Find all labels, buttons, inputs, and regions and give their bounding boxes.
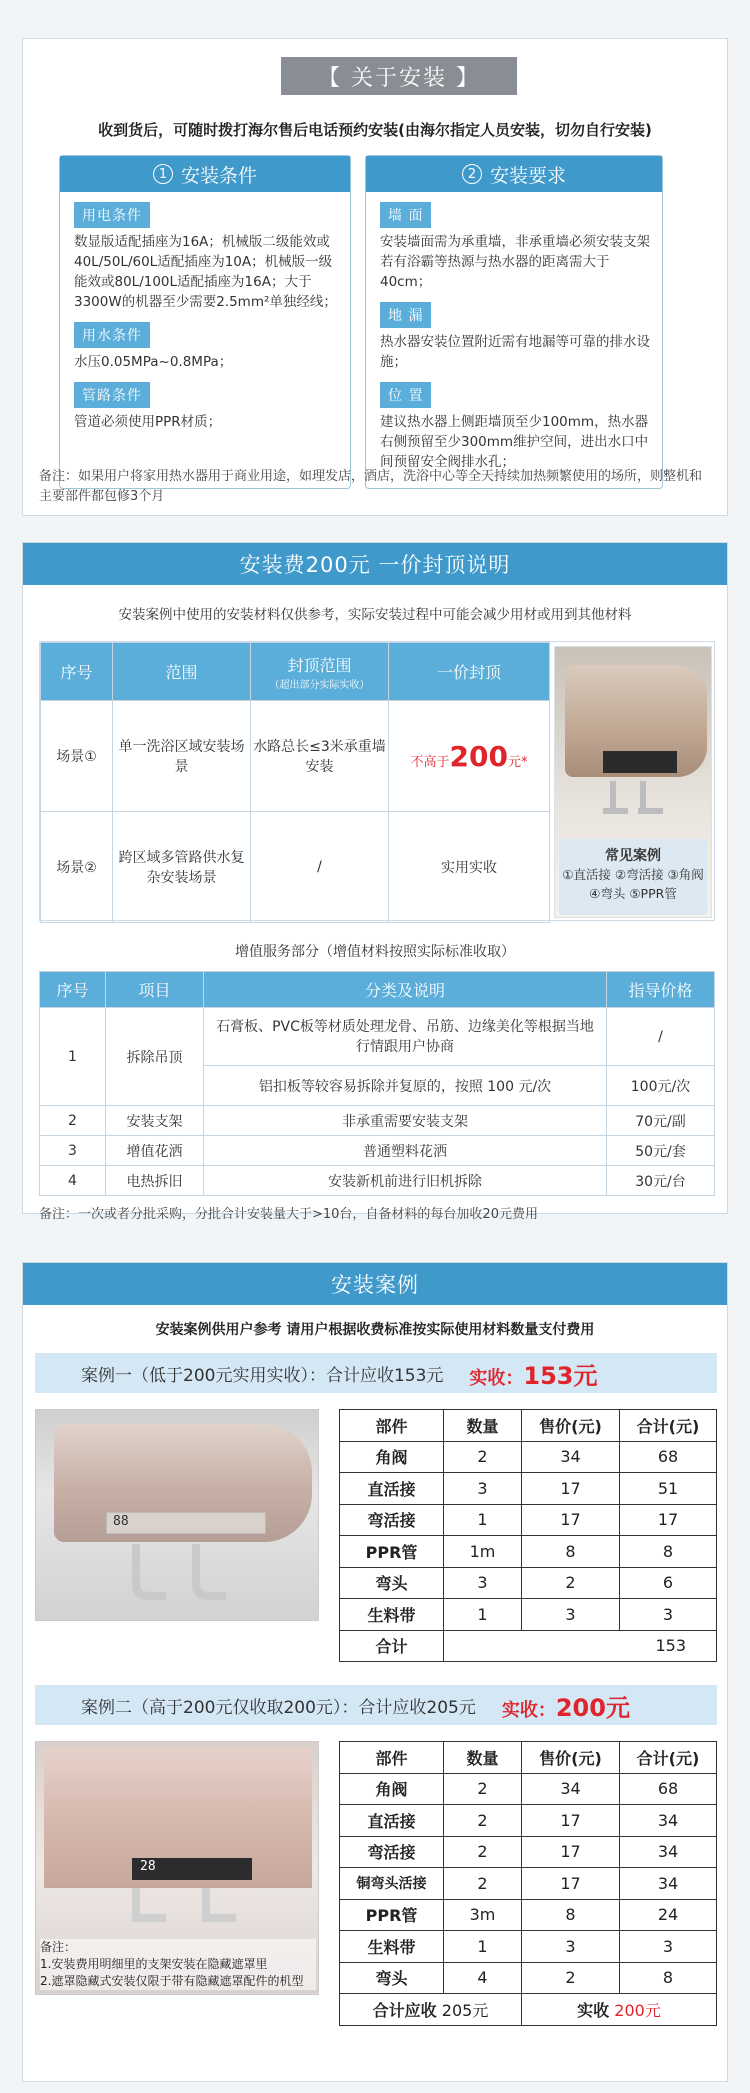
table-row: [340, 1504, 717, 1536]
case1-parts-table: [339, 1409, 717, 1662]
cell: 3: [620, 1599, 717, 1631]
table-row: [340, 1931, 717, 1963]
card-header: [366, 156, 662, 192]
col-header: 数量: [444, 1742, 522, 1774]
cell: 34: [522, 1441, 620, 1473]
scene-cap: 水路总长≤3米承重墙安装: [251, 701, 389, 812]
vas-no: 4: [40, 1166, 106, 1196]
case2-note: [40, 1939, 316, 1990]
cell: 3: [444, 1567, 522, 1599]
cell: 直活接: [340, 1473, 444, 1505]
table-row: [340, 1899, 717, 1931]
vas-header: 分类及说明: [204, 972, 607, 1008]
cell: 68: [620, 1441, 717, 1473]
col-header: 售价(元): [522, 1410, 620, 1442]
table-row: [41, 812, 550, 923]
cell: 34: [620, 1805, 717, 1837]
col-header: 数量: [444, 1410, 522, 1442]
text-pipe: 管道必须使用PPR材质；: [74, 414, 222, 430]
tag-position: 位 置: [380, 382, 431, 408]
cell: 17: [522, 1836, 620, 1868]
vas-no: 3: [40, 1136, 106, 1166]
cell: 1: [444, 1931, 522, 1963]
tag-water: 用水条件: [74, 322, 150, 348]
vas-price: 70元/副: [607, 1106, 715, 1136]
cell: 51: [620, 1473, 717, 1505]
cell: 2: [444, 1805, 522, 1837]
about-title: 【 关于安装 】: [281, 57, 517, 95]
note-line: 备注：: [40, 1940, 77, 1954]
cell: 4: [444, 1962, 522, 1994]
case1-bar: [35, 1353, 717, 1393]
about-note: 备注：如果用户将家用热水器用于商业用途，如理发店，酒店，洗浴中心等全天持续加热频繁使用的场所，则整机和主要部件都包修3个月: [39, 469, 703, 504]
total-row: [340, 1630, 717, 1662]
cell: 3: [522, 1599, 620, 1631]
table-row: [40, 1008, 715, 1066]
vas-header: 项目: [106, 972, 204, 1008]
cell: 弯活接: [340, 1836, 444, 1868]
col-header: 部件: [340, 1742, 444, 1774]
cell: 角阀: [340, 1441, 444, 1473]
common-cases-line: ④弯头 ⑤PPR管: [589, 886, 677, 901]
case1-title: 案例一（低于200元实用实收）：合计应收153元: [81, 1365, 444, 1386]
table-row: [340, 1836, 717, 1868]
cell: 6: [620, 1567, 717, 1599]
cell: PPR管: [340, 1536, 444, 1568]
header-cap: 封顶范围 （超出部分实际实收）: [251, 643, 389, 701]
cases-panel: [22, 1262, 728, 2082]
cell: 3: [444, 1473, 522, 1505]
col-header: 售价(元): [522, 1742, 620, 1774]
vas-desc: 铝扣板等较容易拆除并复原的，按照 100 元/次: [204, 1066, 607, 1106]
scene-cap: /: [251, 812, 389, 923]
card-title: 安装条件: [180, 164, 257, 187]
total-cell: 合计应收 205元: [340, 1994, 522, 2026]
pipes-illustration: [96, 1888, 256, 1938]
cell: 17: [522, 1473, 620, 1505]
cell: 24: [620, 1899, 717, 1931]
text-wall: 安装墙面需为承重墙，非承重墙必须安装支架若有浴霸等热源与热水器的距离需大于40cm；: [380, 234, 650, 290]
cell: 34: [522, 1773, 620, 1805]
table-row: [40, 1106, 715, 1136]
tag-wall: 墙 面: [380, 202, 431, 228]
cases-band-title: 安装案例: [23, 1263, 727, 1305]
table-header-row: [340, 1742, 717, 1774]
cell: 生料带: [340, 1931, 444, 1963]
cell: 8: [522, 1536, 620, 1568]
water-heater-illustration: [44, 1748, 312, 1888]
fee-table: [40, 642, 550, 923]
common-cases-box: [559, 839, 707, 915]
vas-header: 序号: [40, 972, 106, 1008]
fee-band-title: 安装费200元 一价封顶说明: [23, 543, 727, 585]
card-header: [60, 156, 350, 192]
cell: 17: [620, 1504, 717, 1536]
tag-drain: 地 漏: [380, 302, 431, 328]
card-title: 安装要求: [489, 164, 566, 187]
fee-note: 备注：一次或者分批采购，分批合计安装量大于>10台，自备材料的每台加收20元费用: [39, 1207, 538, 1222]
scene-price: 不高于200元*: [389, 701, 550, 812]
total-value: 153: [444, 1630, 717, 1662]
vas-item: 增值花洒: [106, 1136, 204, 1166]
pipes-illustration: [583, 781, 683, 821]
vas-no: 2: [40, 1106, 106, 1136]
paid-cell: 实收 200元: [522, 1994, 717, 2026]
case1-paid: 实收：153元: [469, 1361, 598, 1390]
case1-photo: [35, 1409, 319, 1621]
table-row: [340, 1536, 717, 1568]
vas-no: 1: [40, 1008, 106, 1106]
cell: 直活接: [340, 1805, 444, 1837]
vas-price: 30元/台: [607, 1166, 715, 1196]
total-row: [340, 1994, 717, 2026]
cell: 17: [522, 1868, 620, 1900]
col-header: 合计(元): [620, 1742, 717, 1774]
cell: 1m: [444, 1536, 522, 1568]
cell: 3: [620, 1931, 717, 1963]
cell: 2: [444, 1868, 522, 1900]
table-row: [340, 1473, 717, 1505]
scene-id: 场景①: [41, 701, 113, 812]
vas-price: /: [607, 1008, 715, 1066]
cell: 3: [522, 1931, 620, 1963]
cell: 34: [620, 1868, 717, 1900]
cell: 17: [522, 1504, 620, 1536]
about-lead: 收到货后，可随时拨打海尔售后电话预约安装(由海尔指定人员安装，切勿自行安装): [98, 121, 652, 139]
vas-desc: 非承重需要安装支架: [204, 1106, 607, 1136]
text-position: 建议热水器上侧距墙顶至少100mm，热水器右侧预留至少300mm维护空间，进出水口中间预留安全阀排水孔；: [380, 414, 649, 470]
vas-item: 电热拆旧: [106, 1166, 204, 1196]
col-header: 合计(元): [620, 1410, 717, 1442]
tag-pipe: 管路条件: [74, 382, 150, 408]
cell: 铜弯头活接: [340, 1868, 444, 1900]
vas-price: 100元/次: [607, 1066, 715, 1106]
cell: 1: [444, 1504, 522, 1536]
table-row: [340, 1868, 717, 1900]
number-badge: 2: [462, 164, 482, 184]
case2-parts-table: [339, 1741, 717, 2026]
cell: 34: [620, 1836, 717, 1868]
vas-desc: 普通塑料花洒: [204, 1136, 607, 1166]
common-cases-title: 常见案例: [605, 848, 661, 864]
table-row: [340, 1805, 717, 1837]
cell: 2: [444, 1441, 522, 1473]
case2-paid: 实收：200元: [501, 1693, 630, 1722]
cell: 弯头: [340, 1962, 444, 1994]
common-cases-line: ①直活接 ②弯活接 ③角阀: [562, 867, 704, 882]
cell: 角阀: [340, 1773, 444, 1805]
cases-lead: 安装案例供用户参考 请用户根据收费标准按实际使用材料数量支付费用: [155, 1322, 595, 1338]
text-water: 水压0.05MPa~0.8MPa；: [74, 354, 233, 370]
about-install-panel: [22, 38, 728, 516]
vas-price: 50元/套: [607, 1136, 715, 1166]
table-row: [40, 1166, 715, 1196]
cell: 生料带: [340, 1599, 444, 1631]
cell: 2: [444, 1773, 522, 1805]
cell: 68: [620, 1773, 717, 1805]
case2-bar: [35, 1685, 717, 1725]
heater-case-image: [554, 646, 712, 918]
table-row: [340, 1441, 717, 1473]
header-price: 一价封顶: [389, 643, 550, 701]
fee-panel: [22, 542, 728, 1222]
vas-desc: 石膏板、PVC板等材质处理龙骨、吊筋、边缘美化等根据当地行情跟用户协商: [204, 1008, 607, 1066]
note-line: 2.遮罩隐藏式安装仅限于带有隐藏遮罩配件的机型: [40, 1974, 304, 1988]
scene-id: 场景②: [41, 812, 113, 923]
water-heater-illustration: [565, 665, 707, 777]
vas-item: 拆除吊顶: [106, 1008, 204, 1106]
fee-table-wrap: [39, 641, 715, 921]
tag-power: 用电条件: [74, 202, 150, 228]
cell: 3m: [444, 1899, 522, 1931]
text-power: 数显版适配插座为16A；机械版二级能效或40L/50L/60L适配插座为10A；机械版一级能效或80L/100L适配插座为16A；大于3300W的机器至少需要2.5mm²单独经线；: [74, 234, 337, 310]
vas-header: 指导价格: [607, 972, 715, 1008]
table-row: [340, 1567, 717, 1599]
table-row: [340, 1599, 717, 1631]
heater-display: 28: [132, 1858, 252, 1880]
table-header-row: [340, 1410, 717, 1442]
col-header: 部件: [340, 1410, 444, 1442]
cell: 2: [522, 1962, 620, 1994]
install-conditions-card: [59, 155, 351, 489]
cell: 8: [522, 1899, 620, 1931]
install-requirements-card: [365, 155, 663, 489]
scene-scope: 单一洗浴区域安装场景: [113, 701, 251, 812]
table-row: [340, 1773, 717, 1805]
case2-photo: [35, 1741, 319, 1995]
cell: PPR管: [340, 1899, 444, 1931]
cell: 弯头: [340, 1567, 444, 1599]
note-line: 1.安装费用明细里的支架安装在隐藏遮罩里: [40, 1957, 268, 1971]
total-label: 合计: [340, 1630, 444, 1662]
table-row: [40, 1136, 715, 1166]
text-drain: 热水器安装位置附近需有地漏等可靠的排水设施；: [380, 334, 650, 370]
vas-table: [39, 971, 715, 1196]
number-badge: 1: [153, 164, 173, 184]
scene-scope: 跨区域多管路供水复杂安装场景: [113, 812, 251, 923]
heater-display: 88: [106, 1512, 266, 1534]
vas-title: 增值服务部分（增值材料按照实际标准收取）: [235, 944, 515, 960]
case2-title: 案例二（高于200元仅收取200元）：合计应收205元: [81, 1697, 476, 1718]
cell: 8: [620, 1536, 717, 1568]
vas-desc: 安装新机前进行旧机拆除: [204, 1166, 607, 1196]
scene-price: 实用实收: [389, 812, 550, 923]
table-row: [41, 701, 550, 812]
cell: 2: [444, 1836, 522, 1868]
cell: 弯活接: [340, 1504, 444, 1536]
cell: 2: [522, 1567, 620, 1599]
water-heater-illustration: [54, 1424, 312, 1542]
header-scope: 范围: [113, 643, 251, 701]
table-row: [340, 1962, 717, 1994]
cell: 17: [522, 1805, 620, 1837]
fee-subtitle: 安装案例中使用的安装材料仅供参考，实际安装过程中可能会减少用材或用到其他材料: [118, 607, 632, 623]
cell: 8: [620, 1962, 717, 1994]
cell: 1: [444, 1599, 522, 1631]
vas-item: 安装支架: [106, 1106, 204, 1136]
pipes-illustration: [106, 1544, 246, 1614]
header-id: 序号: [41, 643, 113, 701]
